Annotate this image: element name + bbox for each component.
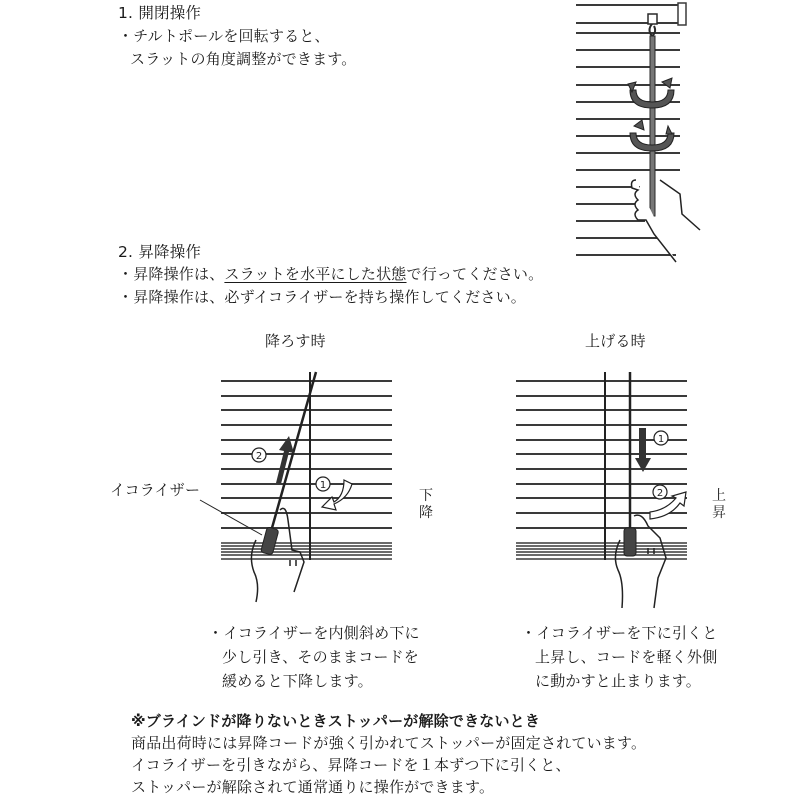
lowering-direction-bottom: 降: [419, 505, 433, 521]
note-line1: 商品出荷時には昇降コードが強く引かれてストッパーが固定されています。: [131, 734, 647, 752]
svg-text:1: 1: [657, 434, 665, 445]
section2-title: 2. 昇降操作: [118, 243, 202, 261]
raising-desc-line2: 上昇し、コードを軽く外側: [535, 648, 718, 666]
section1-bullet-line1: ・チルトポールを回転すると、: [118, 27, 330, 45]
equalizer-callout-label: イコライザー: [110, 481, 201, 499]
raising-desc-line3: に動かすと止まります。: [535, 672, 702, 690]
svg-text:1: 1: [319, 480, 327, 491]
raising-heading: 上げる時: [585, 332, 646, 350]
svg-text:2: 2: [255, 451, 263, 462]
lowering-desc-line1: ・イコライザーを内側斜め下に: [208, 624, 420, 642]
note-line2: イコライザーを引きながら、昇降コードを１本ずつ下に引くと、: [131, 756, 571, 774]
lowering-desc-line3: 緩めると下降します。: [222, 672, 373, 690]
section2-bullet1-emphasis: スラットを水平にした状態: [224, 265, 407, 283]
note-title: ※ブラインドが降りないときストッパーが解除できないとき: [131, 712, 541, 730]
section2-bullet1-prefix: ・昇降操作は、: [118, 265, 225, 283]
lowering-direction-top: 下: [419, 488, 433, 504]
note-line3: ストッパーが解除されて通常通りに操作ができます。: [131, 778, 495, 796]
section2-bullet1-suffix: で行ってください。: [406, 265, 544, 283]
raising-direction-top: 上: [712, 488, 726, 504]
section1-title: 1. 開閉操作: [118, 4, 202, 22]
lowering-desc-line2: 少し引き、そのままコードを: [222, 648, 420, 666]
raising-direction-bottom: 昇: [712, 505, 726, 521]
raising-desc-line1: ・イコライザーを下に引くと: [521, 624, 718, 642]
lowering-heading: 降ろす時: [265, 332, 326, 350]
svg-text:2: 2: [656, 488, 664, 499]
section2-bullet2: ・昇降操作は、必ずイコライザーを持ち操作してください。: [118, 288, 527, 306]
section1-bullet-line2: スラットの角度調整ができます。: [130, 50, 357, 68]
raising-direction-label: [711, 488, 727, 522]
